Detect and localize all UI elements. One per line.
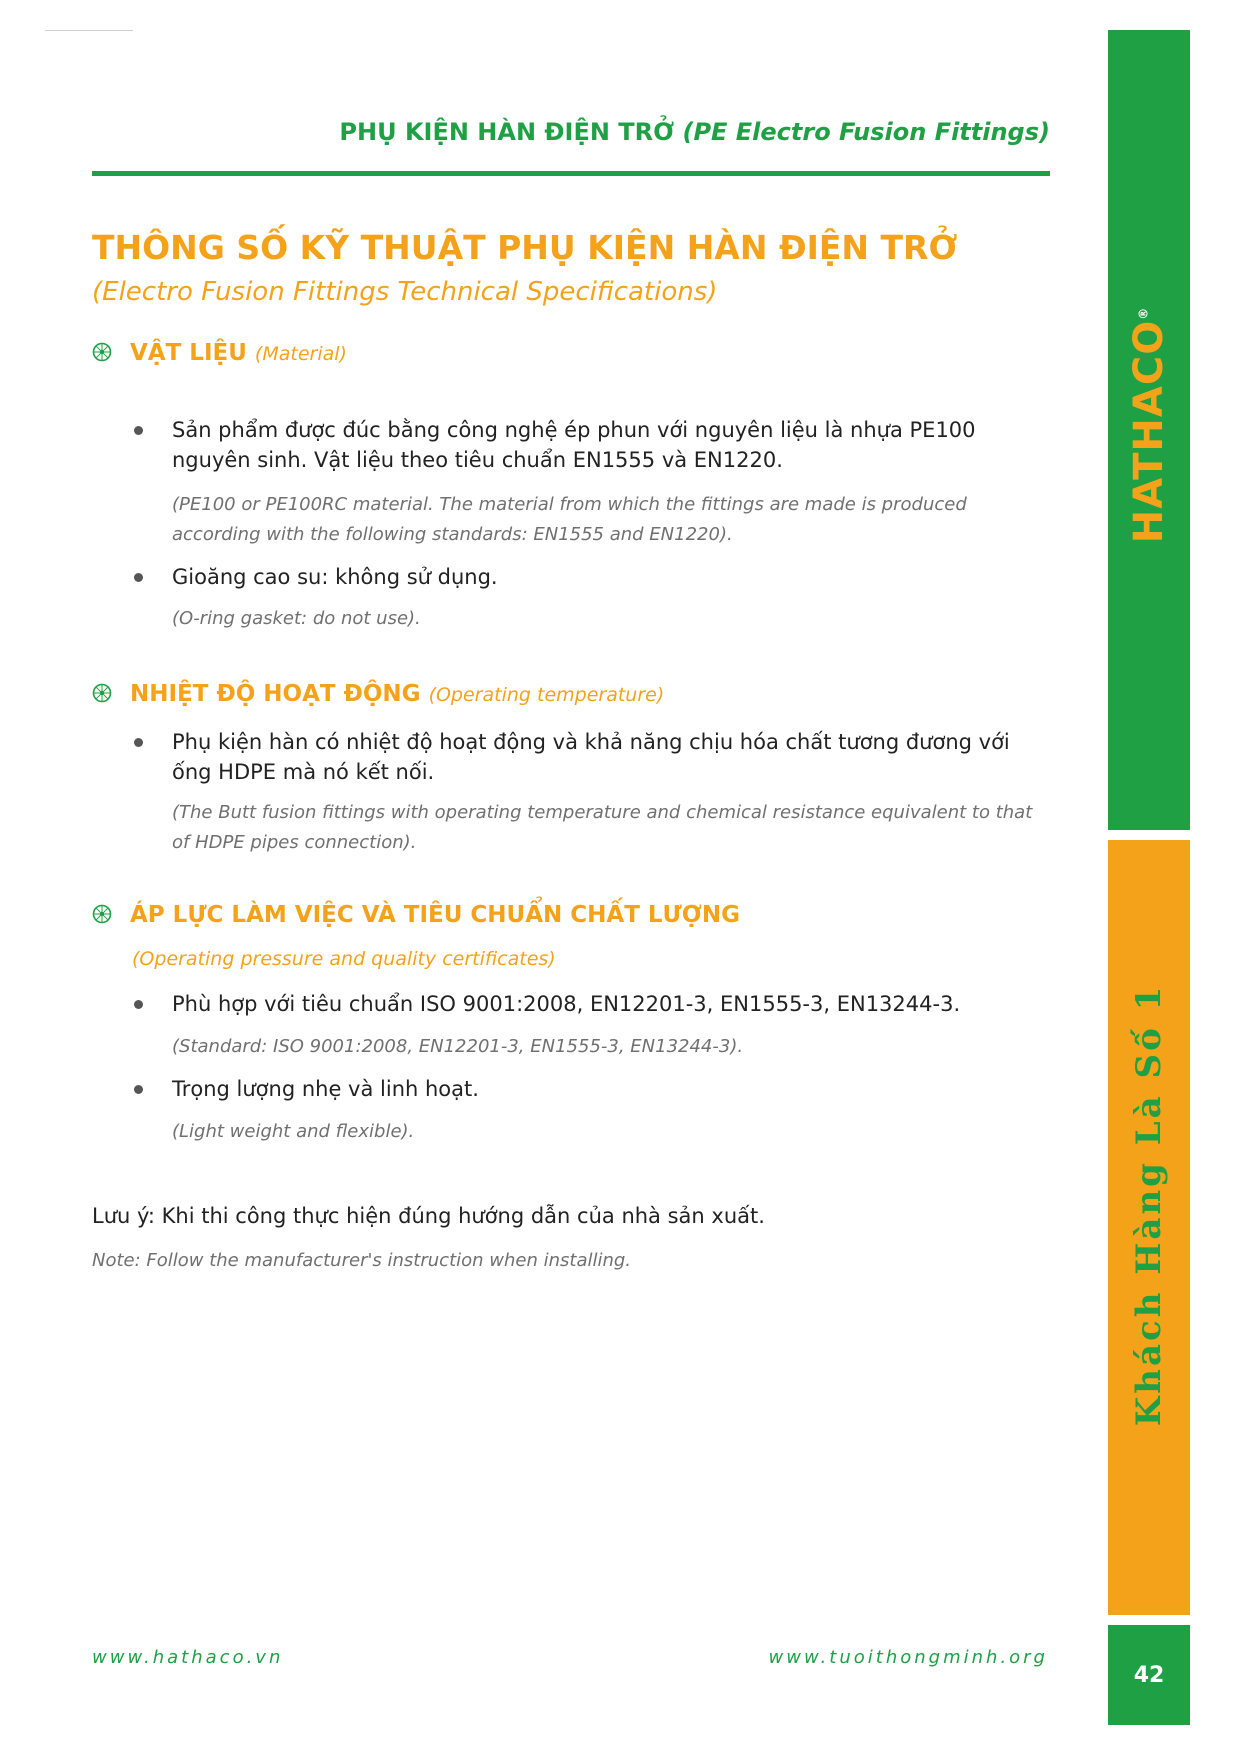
- page-number: 42: [1133, 1662, 1165, 1688]
- spec-text-vi: Phù hợp với tiêu chuẩn ISO 9001:2008, EN12201-3, EN1555-3, EN13244-3.: [172, 992, 961, 1016]
- bullet-dot: [134, 1085, 143, 1094]
- section-heading-material: [92, 340, 347, 366]
- bullet-dot: [134, 426, 143, 435]
- running-header-en: (PE Electro Fusion Fittings): [682, 118, 1050, 146]
- spec-text-en: (PE100 or PE100RC material. The material from which the fittings are made is produced according with the following standards: EN1555 and EN1220).: [172, 494, 967, 545]
- running-header: [339, 118, 1050, 146]
- bullet-dot: [134, 738, 143, 747]
- footer-link-tuoithongminh[interactable]: www.tuoithongminh.org: [768, 1647, 1048, 1668]
- bullet-dot: [134, 573, 143, 582]
- spec-text-vi: Gioăng cao su: không sử dụng.: [172, 565, 498, 589]
- section-heading-en: (Operating temperature): [428, 684, 665, 706]
- flower-icon: [92, 340, 112, 366]
- spec-text-en: (O-ring gasket: do not use).: [172, 608, 421, 629]
- note-vi: Lưu ý: Khi thi công thực hiện đúng hướng dẫn của nhà sản xuất.: [92, 1204, 765, 1228]
- spec-text-vi: Trọng lượng nhẹ và linh hoạt.: [172, 1077, 479, 1101]
- registered-mark: ®: [1136, 306, 1151, 320]
- page-number-box: [1108, 1625, 1190, 1725]
- spec-text-vi: Phụ kiện hàn có nhiệt độ hoạt động và khả năng chịu hóa chất tương đương với ống HDPE mà nó kết nối.: [172, 730, 1010, 784]
- spec-text-en: (The Butt fusion fittings with operating temperature and chemical resistance equivalent to that of HDPE pipes connection).: [172, 802, 1033, 853]
- running-header-vi: PHỤ KIỆN HÀN ĐIỆN TRỞ: [339, 118, 675, 146]
- flower-icon: [92, 902, 112, 928]
- note-en: Note: Follow the manufacturer's instruction when installing.: [92, 1250, 632, 1271]
- top-hairline: [45, 30, 133, 31]
- section-heading-pressure: [92, 902, 740, 928]
- brand-name: HATHACO: [1126, 319, 1172, 544]
- section-heading-en: (Operating pressure and quality certificates): [132, 948, 556, 970]
- section-heading-text: NHIỆT ĐỘ HOẠT ĐỘNG: [130, 681, 421, 707]
- section-heading-temperature: [92, 681, 664, 707]
- spec-text-vi: Sản phẩm được đúc bằng công nghệ ép phun với nguyên liệu là nhựa PE100 nguyên sinh. Vật liệu theo tiêu chuẩn EN1555 và EN1220.: [172, 418, 976, 472]
- page-subtitle: (Electro Fusion Fittings Technical Specifications): [92, 277, 718, 307]
- header-divider: [92, 171, 1050, 176]
- brand-logo-text: [1126, 307, 1172, 543]
- page-title: THÔNG SỐ KỸ THUẬT PHỤ KIỆN HÀN ĐIỆN TRỞ: [92, 228, 958, 267]
- slogan: Khách Hàng Là Số 1: [1129, 983, 1169, 1427]
- flower-icon: [92, 681, 112, 707]
- spec-text-en: (Standard: ISO 9001:2008, EN12201-3, EN1555-3, EN13244-3).: [172, 1036, 744, 1057]
- spec-text-en: (Light weight and flexible).: [172, 1121, 415, 1142]
- section-heading-text: ÁP LỰC LÀM VIỆC VÀ TIÊU CHUẨN CHẤT LƯỢNG: [130, 902, 740, 928]
- section-heading-text: VẬT LIỆU: [130, 340, 247, 366]
- bullet-dot: [134, 1000, 143, 1009]
- footer-link-hathaco[interactable]: www.hathaco.vn: [92, 1647, 284, 1668]
- section-heading-en: (Material): [254, 343, 347, 365]
